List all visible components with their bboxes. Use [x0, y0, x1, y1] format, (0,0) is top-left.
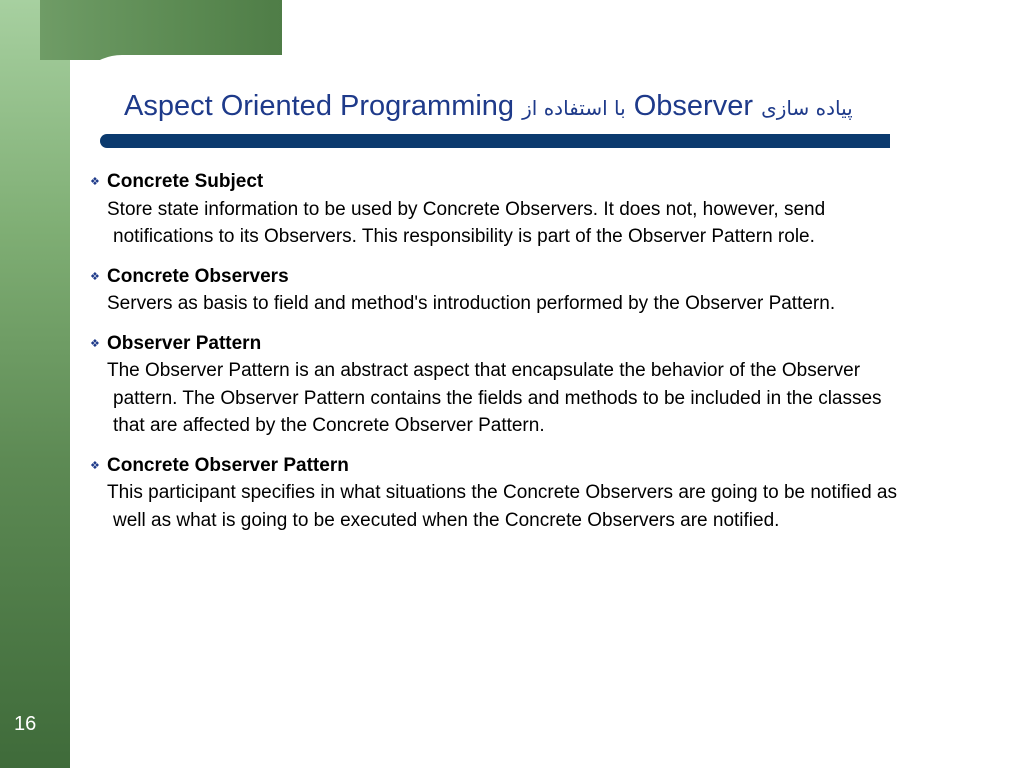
top-decorative-bar: [40, 0, 282, 60]
item-heading-text: Observer Pattern: [107, 332, 262, 354]
bullet-item-observer-pattern: [86, 330, 906, 440]
item-description: The Observer Pattern is an abstract aspect that encapsulate the behavior of the Observer pattern. The Observer Pattern contains the fields and methods to be included in the classes that are affected by the Concrete Observer Pattern.: [107, 360, 882, 436]
slide-title: [124, 86, 904, 130]
title-persian-2: پیاده سازی: [761, 96, 853, 120]
slide-body: [86, 168, 906, 534]
bullet-item-concrete-observer-pattern: [86, 452, 906, 535]
title-observer: Observer: [633, 90, 753, 122]
bullet-item-concrete-subject: [86, 168, 906, 251]
diamond-bullet-icon: ❖: [90, 175, 100, 188]
left-decorative-bar: [0, 0, 70, 768]
item-description: This participant specifies in what situations the Concrete Observers are going to be notified as well as what is going to be executed when the Concrete Observers are notified.: [107, 482, 897, 531]
item-heading-text: Concrete Subject: [107, 171, 264, 192]
title-rule: [100, 134, 890, 148]
item-heading: [86, 263, 906, 291]
diamond-bullet-icon: ❖: [90, 336, 100, 350]
item-heading: [86, 452, 906, 480]
item-heading: [86, 330, 906, 358]
item-description: Store state information to be used by Concrete Observers. It does not, however, send notifications to its Observers. This responsibility is part of the Observer Pattern role.: [107, 198, 826, 247]
bullet-item-concrete-observers: [86, 263, 906, 318]
item-heading-text: Concrete Observers: [107, 265, 289, 287]
diamond-bullet-icon: ❖: [90, 458, 100, 472]
title-persian-1: با استفاده از: [522, 96, 626, 120]
item-heading: [86, 168, 906, 196]
title-english: Aspect Oriented Programming: [124, 90, 515, 122]
diamond-bullet-icon: ❖: [90, 269, 100, 283]
item-description: Servers as basis to field and method's introduction performed by the Observer Pattern.: [107, 293, 836, 314]
page-number: 16: [14, 713, 37, 735]
item-heading-text: Concrete Observer Pattern: [107, 454, 349, 476]
